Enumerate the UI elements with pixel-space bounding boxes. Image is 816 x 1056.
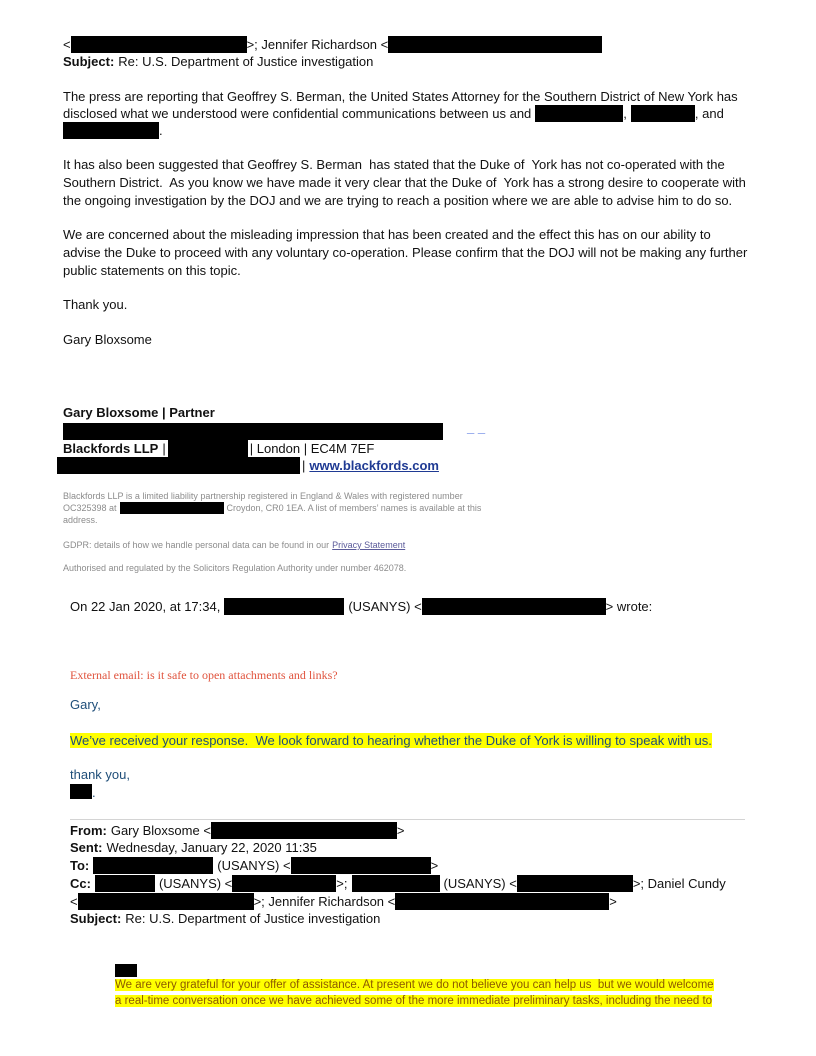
angle-bracket-open: < <box>63 37 71 52</box>
recipient-jennifer-richardson: >; Jennifer Richardson < <box>246 37 389 52</box>
redacted-email <box>291 857 431 874</box>
highlighted-text: a real-time conversation once we have achieved some of the more immediate preliminary tasks, including the need to <box>115 995 713 1007</box>
signature-name-title <box>63 404 215 421</box>
from-value: Gary Bloxsome < <box>110 823 211 838</box>
closing: Thank you. <box>63 297 128 312</box>
cc-org: (USANYS) < <box>158 876 233 891</box>
gdpr-text: GDPR: details of how we handle personal data can be found in our <box>63 540 330 550</box>
pipe-separator: | <box>302 458 306 473</box>
header-divider <box>70 819 745 820</box>
paragraph-2-line-2: Southern District. As you know we have made it very clear that the Duke of York has a strong desire to cooperate with <box>63 175 746 190</box>
period: . <box>159 123 163 138</box>
redacted-name <box>63 122 159 139</box>
paragraph-3-line-2: advise the Duke to proceed with any voluntary co-operation. Please confirm that the DOJ will not be making any further <box>63 245 748 260</box>
disclaimer-text: Croydon, CR0 1EA. A list of members’ names is available at this <box>226 503 482 513</box>
privacy-statement-link[interactable]: Privacy Statement <box>332 540 406 550</box>
redacted-email <box>517 875 633 892</box>
original-body-line-1 <box>115 977 714 993</box>
redacted-email <box>388 36 602 53</box>
paragraph-text: disclosed what we understood were confidential communications between us and <box>63 106 532 121</box>
firm-web-line <box>57 457 439 474</box>
angle-bracket-close: > <box>430 858 439 873</box>
original-to-line <box>70 857 438 874</box>
angle-bracket-close: > <box>609 894 617 909</box>
highlighted-text: We’ve received your response. We look forward to hearing whether the Duke of York is willing to speak with us. <box>70 733 712 748</box>
sent-label: Sent: <box>70 840 103 855</box>
sent-value: Wednesday, January 22, 2020 11:35 <box>106 840 317 855</box>
disclaimer-line-3: address. <box>63 515 98 525</box>
reply-signature-line <box>70 784 96 801</box>
website-link[interactable]: www.blackfords.com <box>309 458 439 473</box>
paragraph-3-line-1: We are concerned about the misleading impression that has been created and the effect this has on our ability to <box>63 227 711 242</box>
redacted-name <box>224 598 344 615</box>
comma-separator: , <box>623 106 627 121</box>
paragraph-1-line-3 <box>63 122 163 139</box>
paragraph-1-line-1: The press are reporting that Geoffrey S. Berman, the United States Attorney for the Southern District of New York has <box>63 89 738 104</box>
signature-link-fragment[interactable]: _ _ <box>467 420 486 435</box>
paragraph-1-line-2 <box>63 105 724 122</box>
redacted-email <box>211 822 397 839</box>
paragraph-text: , and <box>694 106 724 121</box>
attribution-org: (USANYS) < <box>348 599 422 614</box>
angle-bracket-open: < <box>70 894 78 909</box>
subject-label: Subject: <box>63 54 115 69</box>
original-sent-line <box>70 839 317 856</box>
gdpr-notice <box>63 539 405 551</box>
pipe-separator: | <box>162 441 166 456</box>
cc-label: Cc: <box>70 876 91 891</box>
original-subject-line <box>70 910 380 927</box>
redacted-name <box>95 875 155 892</box>
highlighted-text: We are very grateful for your offer of assistance. At present we do not believe you can help us but we would welcome <box>115 979 714 991</box>
original-cc-line <box>70 875 726 892</box>
cc-org: (USANYS) < <box>443 876 517 891</box>
firm-name: Blackfords LLP <box>63 441 159 456</box>
external-email-warning: External email: is it safe to open attachments and links? <box>70 668 338 682</box>
redacted-email <box>71 36 247 53</box>
to-label: To: <box>70 858 90 873</box>
redacted-signature-line <box>63 423 443 440</box>
reply-highlighted-line <box>70 732 712 749</box>
subject-line <box>63 53 373 70</box>
signature-name-title-text: Gary Bloxsome | Partner <box>63 405 215 420</box>
redacted-name <box>535 105 623 122</box>
subject-value: Re: U.S. Department of Justice investigation <box>125 911 381 926</box>
redacted-salutation <box>115 964 137 977</box>
redacted-email <box>78 893 254 910</box>
period: . <box>92 785 96 800</box>
angle-bracket-close: > <box>396 823 405 838</box>
firm-address-line <box>63 440 374 457</box>
cc-daniel-cundy: >; Daniel Cundy <box>632 876 726 891</box>
original-from-line <box>70 822 405 839</box>
reply-greeting: Gary, <box>70 697 101 712</box>
from-label: From: <box>70 823 107 838</box>
redacted-email <box>422 598 606 615</box>
redacted-name <box>352 875 440 892</box>
redacted-email <box>395 893 609 910</box>
disclaimer-line-2 <box>63 502 481 514</box>
redacted-name <box>631 105 695 122</box>
subject-label: Subject: <box>70 911 122 926</box>
original-cc-continuation-line <box>70 893 617 910</box>
regulation-notice: Authorised and regulated by the Solicitors Regulation Authority under number 462078. <box>63 563 407 573</box>
paragraph-2-line-1: It has also been suggested that Geoffrey S. Berman has stated that the Duke of York has not co-operated with the <box>63 157 725 172</box>
sender-name: Gary Bloxsome <box>63 332 152 347</box>
firm-address-tail: | London | EC4M 7EF <box>249 441 375 456</box>
redacted-signature <box>70 784 92 799</box>
subject-value: Re: U.S. Department of Justice investigation <box>118 54 374 69</box>
redacted-contact <box>57 457 300 474</box>
cc-separator: >; <box>336 876 348 891</box>
redacted-address <box>120 502 224 514</box>
paragraph-2-line-3: the ongoing investigation by the DOJ and we are trying to reach a position where we are able to advise him to do so. <box>63 193 733 208</box>
reply-signoff: thank you, <box>70 767 130 782</box>
disclaimer-line-1: Blackfords LLP is a limited liability partnership registered in England & Wales with registered number <box>63 491 463 501</box>
redacted-address <box>168 440 248 457</box>
paragraph-3-line-3: public statements on this topic. <box>63 263 241 278</box>
to-org: (USANYS) < <box>217 858 291 873</box>
redacted-email <box>232 875 336 892</box>
original-body-line-2 <box>115 993 712 1009</box>
registered-number: OC325398 at <box>63 503 117 513</box>
attribution-wrote: > wrote: <box>605 599 653 614</box>
reply-attribution-line <box>70 598 652 615</box>
attribution-date: On 22 Jan 2020, at 17:34, <box>70 599 221 614</box>
redacted-name <box>93 857 213 874</box>
recipients-continuation-line <box>63 36 602 53</box>
cc-jennifer-richardson: >; Jennifer Richardson < <box>253 894 396 909</box>
